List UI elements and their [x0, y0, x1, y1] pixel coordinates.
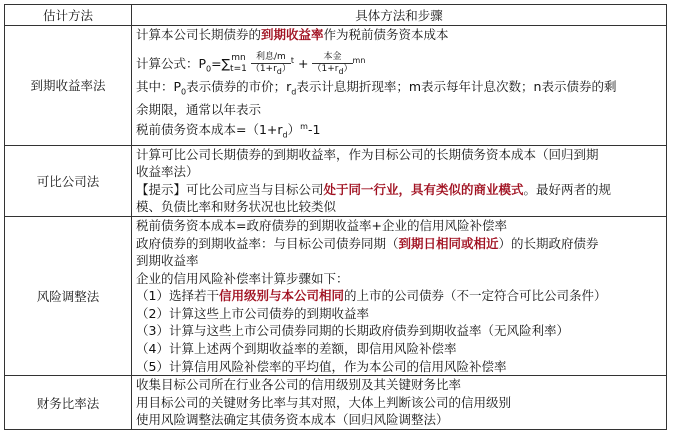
text: 作为税前债务资本成本 — [323, 27, 449, 42]
method-steps — [132, 376, 667, 430]
text: 企业的信用风险补偿率计算步骤如下： — [136, 270, 349, 286]
text: ） — [343, 63, 353, 74]
table-row — [5, 26, 667, 146]
fraction-interest — [251, 52, 291, 77]
text: ） — [287, 122, 301, 138]
text: t — [290, 55, 295, 65]
text: 0 — [206, 64, 212, 74]
text: =∑ — [211, 55, 231, 71]
highlight-text: 信用级别与本公司相同 — [218, 288, 344, 304]
text: （1）选择若干 — [136, 288, 219, 304]
method-name: 可比公司法 — [5, 145, 132, 216]
text: 税前债务资本成本=（1+r — [136, 122, 283, 138]
text: （1+r — [312, 63, 339, 74]
text: t=1 — [230, 64, 247, 75]
text: 【提示】可比公司应当与目标公司 — [136, 181, 324, 197]
text: 计算本公司长期债券的 — [136, 27, 262, 42]
text: 余期限，通常以年表示 — [136, 101, 262, 117]
text: 使用风险调整法确定其债务资本成本（回归风险调整法） — [136, 412, 449, 428]
text: 表示债券的市价；r — [186, 78, 292, 94]
text: 本金 — [312, 52, 352, 64]
text: d — [276, 66, 282, 76]
table-row — [5, 376, 667, 430]
text: 计算公式：P — [136, 55, 207, 71]
method-steps — [132, 145, 667, 216]
text: mn — [352, 55, 366, 65]
text: m — [300, 122, 308, 132]
header-steps: 具体方法和步骤 — [132, 5, 667, 26]
text: -1 — [307, 122, 321, 138]
text: 0 — [181, 87, 187, 97]
formula — [136, 44, 662, 78]
method-name: 财务比率法 — [5, 376, 132, 430]
text: 的上市的公司债券（不一定符合可比公司条件） — [343, 288, 607, 304]
debt-cost-methods-table — [4, 4, 667, 430]
method-steps — [132, 26, 667, 146]
method-name: 风险调整法 — [5, 216, 132, 375]
table-row — [5, 216, 667, 375]
text: 税前债务资本成本=政府债券的到期收益率+企业的信用风险补偿率 — [136, 217, 507, 233]
text: （1+r — [250, 63, 277, 74]
highlight-text: 到期收益率 — [261, 27, 324, 42]
step-item: （3）计算与这些上市公司债券同期的长期政府债券到期收益率（无风险利率） — [136, 323, 569, 339]
text: d — [291, 87, 297, 97]
text: + — [298, 55, 309, 71]
text: 。最好两者的规 — [523, 181, 612, 197]
text: 到期收益率 — [136, 253, 199, 269]
text: ） — [281, 63, 291, 74]
step-item: （4）计算上述两个到期收益率的差额，即信用风险补偿率 — [136, 341, 457, 357]
step-item: （2）计算这些上市公司债券的到期收益率 — [136, 305, 369, 321]
fraction-principal — [312, 52, 352, 77]
table-row — [5, 145, 667, 216]
method-name: 到期收益率法 — [5, 26, 132, 146]
text: 利息/m — [251, 52, 291, 64]
text: 表示计息期折现率；m表示每年计息次数；n表示债券的剩 — [296, 78, 617, 94]
text: d — [338, 66, 344, 76]
text: 政府债券的到期收益率：与目标公司债券同期（ — [136, 235, 399, 251]
highlight-text: 到期日相同或相近 — [398, 235, 499, 251]
header-row — [5, 5, 667, 26]
text: mn — [231, 53, 246, 64]
text: 收益率法） — [136, 164, 199, 180]
text: 模、负债比率和财务状况也比较类似 — [136, 199, 337, 215]
step-item: （5）计算信用风险补偿率的平均值，作为本公司的信用风险补偿率 — [136, 358, 507, 374]
highlight-text: 处于同一行业，具有类似的商业模式 — [323, 181, 524, 197]
sum-limits — [230, 53, 247, 75]
text: 收集目标公司所在行业各公司的信用级别及其关键财务比率 — [136, 377, 462, 393]
text: 用目标公司的关键财务比率与其对照，大体上判断该公司的信用级别 — [136, 394, 512, 410]
text: 其中：P — [136, 78, 182, 94]
text: d — [282, 130, 288, 140]
text: 计算可比公司长期债券的到期收益率，作为目标公司的长期债务资本成本（回归到期 — [136, 146, 599, 162]
method-steps — [132, 216, 667, 375]
header-method: 估计方法 — [5, 5, 132, 26]
text: ）的长期政府债券 — [498, 235, 599, 251]
